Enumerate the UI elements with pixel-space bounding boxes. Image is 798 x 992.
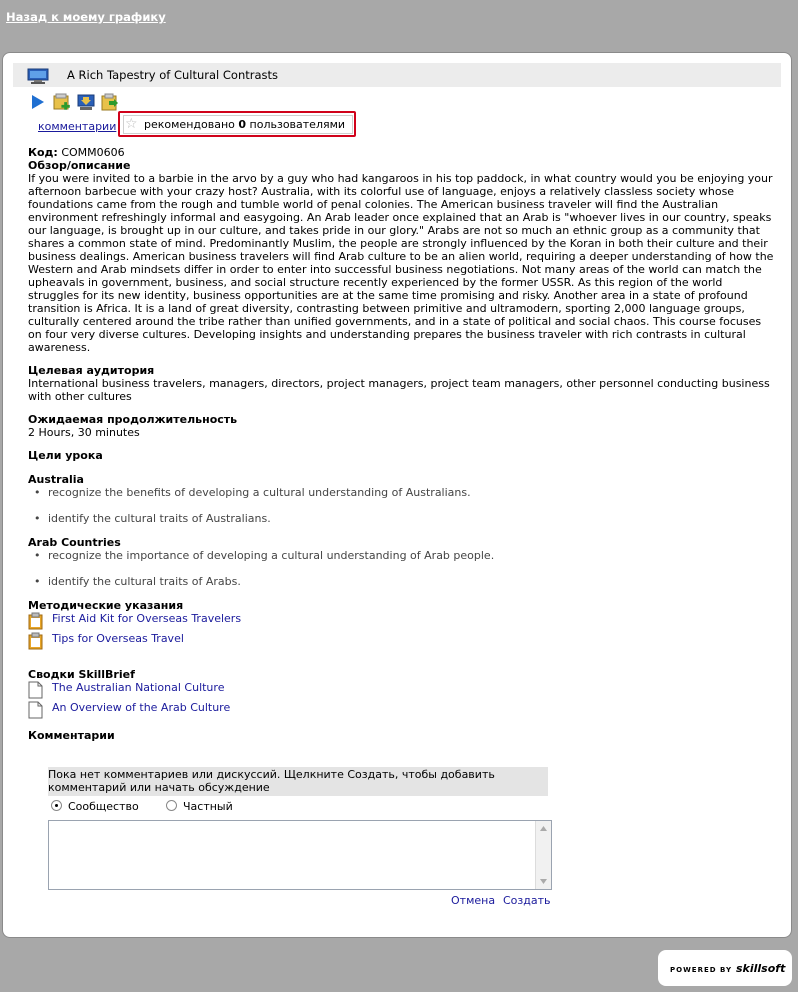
guide-link[interactable]: Tips for Overseas Travel [52, 632, 184, 645]
goal-group-title: Australia [28, 473, 84, 486]
comment-form [48, 767, 552, 910]
course-title: A Rich Tapestry of Cultural Contrasts [67, 68, 279, 82]
brief-item [28, 701, 776, 721]
document-icon [28, 701, 44, 723]
course-title-bar [13, 63, 781, 87]
radio-community[interactable] [51, 800, 62, 811]
clipboard-icon [28, 612, 44, 634]
course-detail-panel [2, 52, 792, 938]
create-link[interactable]: Создать [503, 894, 551, 907]
recommend-suffix: пользователями [249, 118, 346, 131]
brief-item [28, 681, 776, 701]
brief-link[interactable]: The Australian National Culture [52, 681, 225, 694]
goal-list [28, 486, 776, 525]
radio-private-label: Частный [183, 800, 233, 813]
goal-item: • recognize the benefits of developing a cultural understanding of Australians. [28, 486, 776, 499]
audience-heading: Целевая аудитория [28, 364, 155, 377]
audience-text: International business travelers, managers, directors, project managers, project team managers, other personnel conducting business with other cultures [28, 377, 770, 403]
duration-text: 2 Hours, 30 minutes [28, 426, 140, 439]
brief-link[interactable]: An Overview of the Arab Culture [52, 701, 231, 714]
guide-item [28, 612, 776, 632]
guide-link[interactable]: First Aid Kit for Overseas Travelers [52, 612, 242, 625]
clipboard-icon [28, 632, 44, 654]
recommend-count: 0 [238, 118, 247, 131]
code-value: COMM0606 [61, 146, 125, 159]
goal-item: • recognize the importance of developing a cultural understanding of Arab people. [28, 549, 776, 562]
overview-text: If you were invited to a barbie in the arvo by a guy who had kangaroos in his top paddock, in what country would you be enjoying your afternoon barbecue with your crazy host? Australia, with its colorful use of language, enjoys a relatively classless society whose foundations came from the rough and tumble world of penal colonies. The American business traveler will find the Australian environment refreshingly informal and easygoing. An Arab leader once explained that an Arab is "whoever lives in our country, speaks our language, is brought up in our culture, and takes pride in our glory." Arabs are not so much an ethnic group as a community that shares a common state of mind. Predominantly Muslim, the people are strongly influenced by the Koran in both their culture and their business dealings. American business travelers will find Arab culture to be an alien world, requiring a deeper understanding of how the Western and Arab mindsets differ in order to enter into successful business negotiations. Not many areas of the world can match the upheavals in government, business, and social structure recently experienced by the former USSR. As this region of the world struggles for its new identity, business opportunities are at the same time promising and risky. Another area in a state of profound transition is Africa. It is a land of great diversity, contrasting between primitive and ultramodern, sporting 2,000 language groups, culturally centered around the tribe rather than unified governments, and in a state of political and social chaos. This course focuses on four very diverse cultures. Developing insights and understanding prepares the business traveler with rich contrasts in cultural awareness. [28, 172, 774, 354]
download-icon[interactable] [77, 93, 95, 111]
comment-actions [48, 894, 552, 910]
guides-heading: Методические указания [28, 599, 184, 612]
overview-heading: Обзор/описание [28, 159, 131, 172]
no-comments-note: Пока нет комментариев или дискуссий. Щелкните Создать, чтобы добавить комментарий или начать обсуждение [48, 767, 548, 796]
share-icon[interactable] [101, 93, 119, 111]
monitor-icon [27, 68, 49, 87]
cancel-link[interactable]: Отмена [451, 894, 496, 907]
briefs-heading: Сводки SkillBrief [28, 668, 135, 681]
visibility-options [48, 798, 552, 816]
document-icon [28, 681, 44, 703]
comments-link[interactable]: комментарии [38, 120, 117, 133]
recommend-widget[interactable] [123, 115, 353, 134]
goal-item: • identify the cultural traits of Australians. [28, 512, 776, 525]
skillsoft-logo: skillsoft [736, 962, 786, 975]
recommend-highlight [118, 111, 356, 137]
guide-item [28, 632, 776, 652]
goal-item: • identify the cultural traits of Arabs. [28, 575, 776, 588]
comments-heading: Комментарии [28, 729, 115, 742]
course-content [28, 146, 776, 742]
powered-by-badge [658, 950, 792, 986]
code-row [28, 146, 776, 159]
recommend-text [144, 118, 345, 131]
star-icon[interactable]: ☆ [125, 116, 138, 132]
radio-community-label: Сообщество [68, 800, 139, 813]
textarea-scrollbar[interactable] [535, 821, 551, 889]
back-to-schedule-link[interactable]: Назад к моему графику [6, 10, 166, 24]
duration-heading: Ожидаемая продолжительность [28, 413, 238, 426]
code-label: Код: [28, 146, 58, 159]
radio-private[interactable] [166, 800, 177, 811]
recommend-prefix: рекомендовано [144, 118, 235, 131]
goals-heading: Цели урока [28, 449, 103, 462]
goal-group-title: Arab Countries [28, 536, 121, 549]
add-to-plan-icon[interactable] [53, 93, 71, 111]
play-icon[interactable] [29, 93, 47, 111]
goal-list [28, 549, 776, 588]
comment-textarea[interactable] [48, 820, 552, 890]
powered-by-text: POWERED BY [670, 966, 733, 974]
